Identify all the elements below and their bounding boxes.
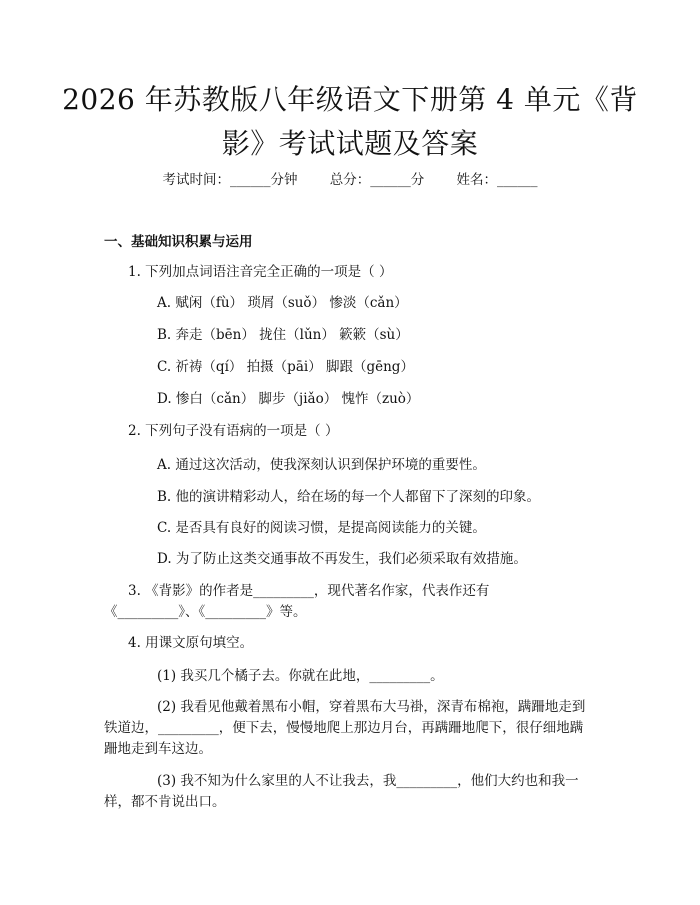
question-2-option-c: C. 是否具有良好的阅读习惯，是提高阅读能力的关键。	[157, 520, 486, 536]
question-2-option-b: B. 他的演讲精彩动人，给在场的每一个人都留下了深刻的印象。	[157, 489, 541, 505]
title-line-2: 影》考试试题及答案	[221, 127, 479, 160]
title-line-1: 2026 年苏教版八年级语文下册第 4 单元《背	[62, 83, 638, 116]
question-4-stem: 4. 用课文原句填空。	[128, 635, 254, 651]
question-3-line-1: 3. 《背影》的作者是_________，现代著名作家，代表作还有	[128, 583, 490, 599]
question-1-option-c: C. 祈祷（qí） 拍摄（pāi） 脚跟（gēng）	[157, 359, 414, 375]
question-2-option-a: A. 通过这次活动，使我深刻认识到保护环境的重要性。	[157, 457, 486, 473]
question-1-stem: 1. 下列加点词语注音完全正确的一项是（ ）	[128, 264, 393, 280]
question-1-option-b: B. 奔走（bēn） 拢住（lǔn） 簌簌（sù）	[157, 327, 409, 343]
question-4-item-1: (1) 我买几个橘子去。你就在此地，_________。	[157, 668, 444, 684]
question-1-option-a: A. 赋闲（fù） 琐屑（suǒ） 惨淡（cǎn）	[157, 295, 408, 311]
question-4-item-2-line-2: 铁道边，_________，便下去，慢慢地爬上那边月台，再蹒跚地爬下，很仔细地蹒	[104, 720, 584, 736]
question-4-item-2-line-3: 跚地走到车这边。	[104, 741, 212, 757]
page-title	[60, 78, 640, 166]
student-name-field: 姓名：______	[456, 172, 538, 188]
total-score-field: 总分：______分	[329, 172, 425, 188]
question-4-item-3-line-1: (3) 我不知为什么家里的人不让我去，我_________，他们大约也和我一	[157, 773, 579, 789]
section-heading: 一、基础知识积累与运用	[104, 234, 253, 250]
question-4-item-2-line-1: (2) 我看见他戴着黑布小帽，穿着黑布大马褂，深青布棉袍，蹒跚地走到	[157, 699, 586, 715]
exam-meta	[0, 168, 700, 188]
question-1-option-d: D. 惨白（cǎn） 脚步（jiǎo） 愧怍（zuò）	[157, 391, 420, 407]
question-2-option-d: D. 为了防止这类交通事故不再发生，我们必须采取有效措施。	[157, 551, 527, 567]
exam-time-field: 考试时间：______分钟	[162, 172, 298, 188]
question-2-stem: 2. 下列句子没有语病的一项是（ ）	[128, 423, 339, 439]
question-4-item-3-line-2: 样，都不肯说出口。	[104, 794, 226, 810]
question-3-line-2: 《_________》、《_________》等。	[104, 604, 307, 620]
